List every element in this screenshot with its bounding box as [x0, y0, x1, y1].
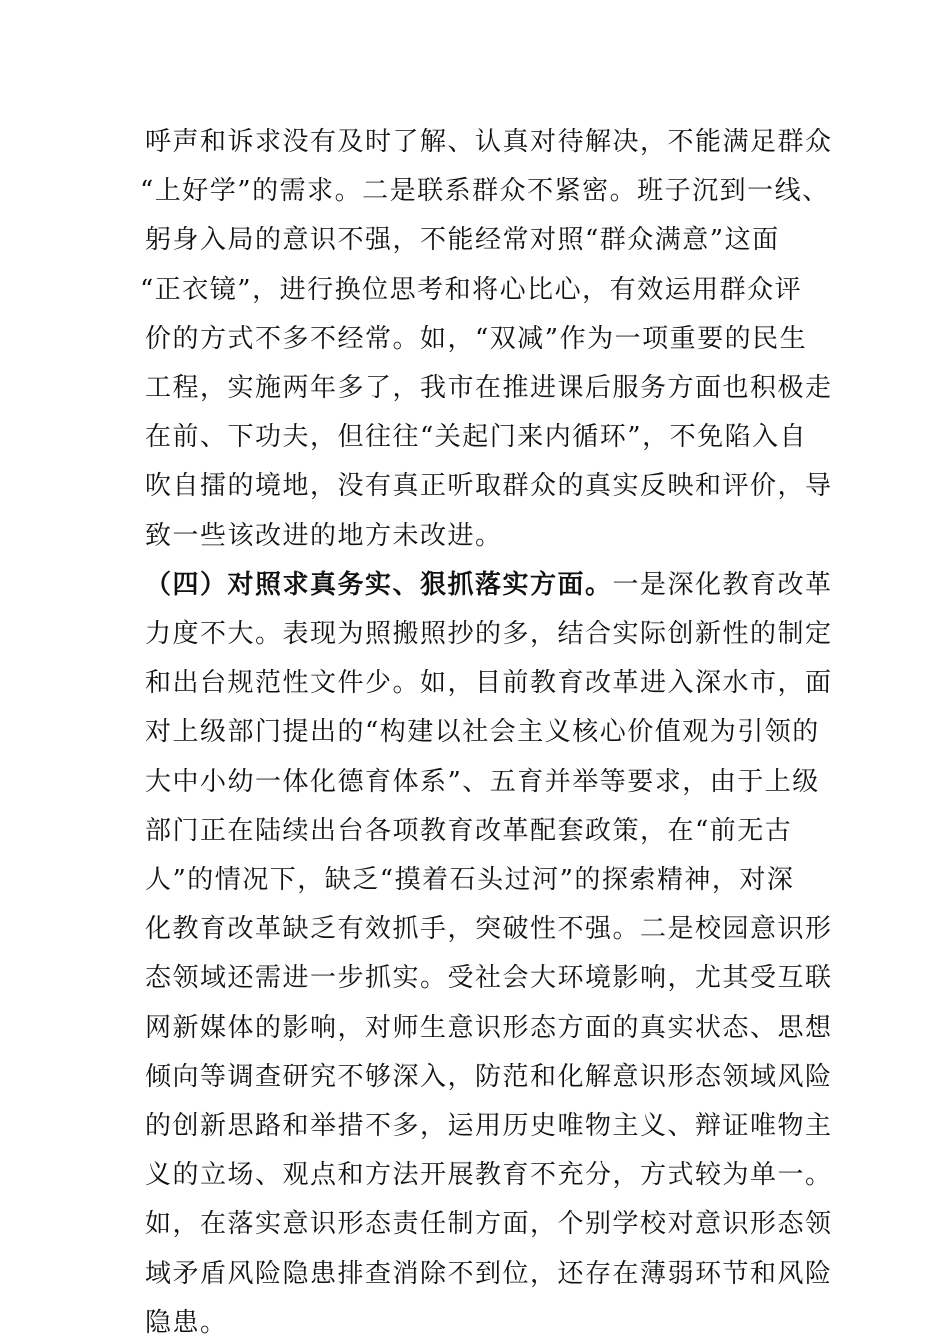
text-line-7: 在前、下功夫，但往往“关起门来内循环”，不免陷入自 — [145, 422, 808, 452]
text-line-6: 工程，实施两年多了，我市在推进课后服务方面也积极走 — [145, 373, 833, 403]
text-line-24: 域矛盾风险隐患排查消除不到位，还存在薄弱环节和风险 — [145, 1259, 833, 1289]
text-line-18: 态领域还需进一步抓实。受社会大环境影响，尤其受互联 — [145, 963, 833, 993]
section-heading-line — [145, 565, 833, 605]
text-line-22: 义的立场、观点和方法开展教育不充分，方式较为单一。 — [145, 1160, 833, 1190]
text-line-1: 呼声和诉求没有及时了解、认真对待解决，不能满足群众 — [145, 127, 833, 157]
section-heading: （四）对照求真务实、狠抓落实方面。 — [145, 570, 613, 600]
text-line-13: 对上级部门提出的“构建以社会主义核心价值观为引领的 — [145, 717, 820, 747]
text-line-25: 隐患。 — [145, 1308, 228, 1338]
text-line-11: 力度不大。表现为照搬照抄的多，结合实际创新性的制定 — [145, 619, 833, 649]
section-heading-continuation: 一是深化教育改革 — [612, 570, 833, 600]
text-line-8: 吹自擂的境地，没有真正听取群众的真实反映和评价，导 — [145, 471, 833, 501]
text-line-17: 化教育改革缺乏有效抓手，突破性不强。二是校园意识形 — [145, 914, 833, 944]
text-line-12: 和出台规范性文件少。如，目前教育改革进入深水市，面 — [145, 668, 833, 698]
text-line-2: “上好学”的需求。二是联系群众不紧密。班子沉到一线、 — [140, 176, 830, 206]
text-line-3: 躬身入局的意识不强，不能经常对照“群众满意”这面 — [145, 225, 780, 255]
text-line-4: “正衣镜”，进行换位思考和将心比心，有效运用群众评 — [140, 275, 803, 305]
text-line-21: 的创新思路和举措不多，运用历史唯物主义、辩证唯物主 — [145, 1111, 833, 1141]
text-line-9: 致一些该改进的地方未改进。 — [145, 521, 503, 551]
text-line-15: 部门正在陆续出台各项教育改革配套政策，在“前无古 — [145, 816, 793, 846]
text-line-23: 如，在落实意识形态责任制方面，个别学校对意识形态领 — [145, 1209, 833, 1239]
text-line-14: 大中小幼一体化德育体系”、五育并举等要求，由于上级 — [145, 767, 820, 797]
text-line-5: 价的方式不多不经常。如，“双减”作为一项重要的民生 — [145, 324, 808, 354]
text-line-19: 网新媒体的影响，对师生意识形态方面的真实状态、思想 — [145, 1013, 833, 1043]
text-line-16: 人”的情况下，缺乏“摸着石头过河”的探索精神，对深 — [145, 865, 795, 895]
text-line-20: 倾向等调查研究不够深入，防范和化解意识形态领域风险 — [145, 1062, 833, 1092]
